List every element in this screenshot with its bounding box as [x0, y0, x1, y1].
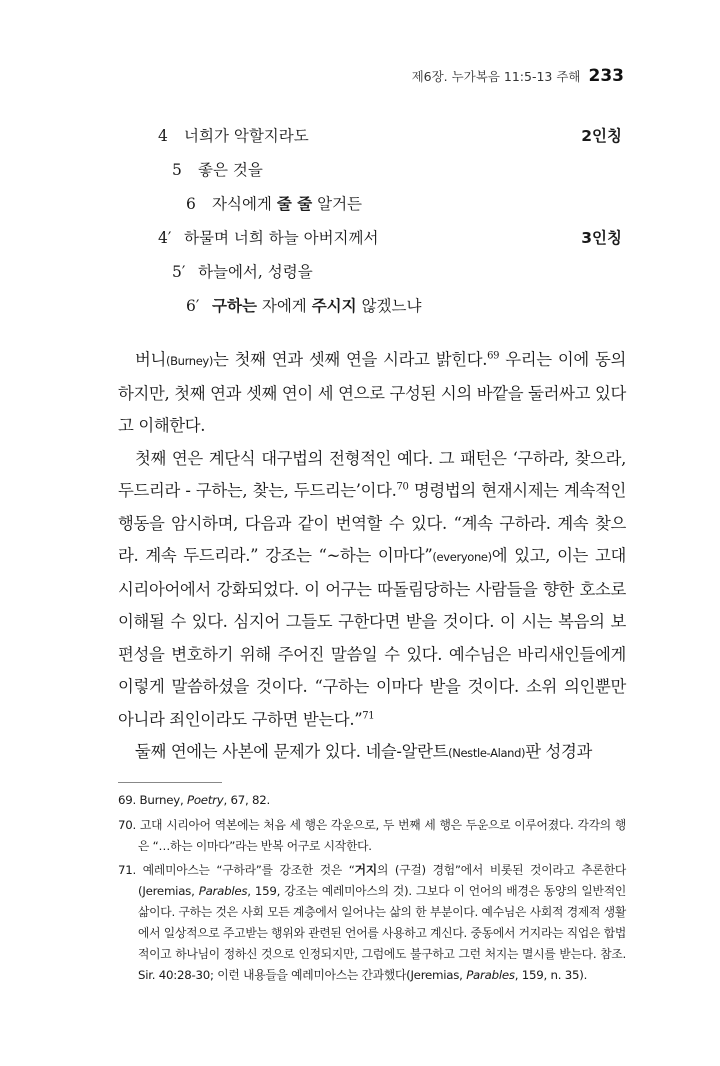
text-run: 에 있고, 이는 고대 시리아어에서 강화되었다. 이 어구는 따돌림당하는 사람들을 향한 호소로 이해될 수 있다. 심지어 그들도 구한다면 받을 것이다. 이 시는 복음의 보편성을 변호하기 위해 주어진 말씀일 수 있다. 예수님은 바리새인들에게 이렇게 말씀하셨을 것이다. “구하는 이마다 받을 것이다. 소위 의인뿐만 아니라 죄인이라도 구하면 받는다.”	[118, 546, 626, 729]
text-run: , 159, 강조는 예레미아스의 것). 그보다 이 언어의 배경은 동양의 일반적인 삶이다. 구하는 것은 사회 모든 계층에서 일어나는 삶의 한 부분이다. 예수님은 사회적 경제적 생활에서 일상적으로 주고받는 행위와 관련된 언어를 사용하고 계신다. 중동에서 거지라는 직업은 합법적이고 하나님이 정하신 것으로 인정되지만, 그럼에도 불구하고 그런 처지는 멸시를 받는다. 참조. Sir. 40:28-30; 이런 내용들을 예레미아스는 간과했다(Jeremias,	[138, 884, 626, 982]
paragraph-2	[118, 443, 626, 737]
poem-line-3	[186, 193, 362, 215]
text-run: 판 성경과	[525, 742, 592, 761]
person-label-third: 3인칭	[581, 229, 622, 247]
poem-line-text: 자에게	[256, 297, 312, 315]
text-run: 는 첫째 연과 셋째 연을 시라고 밝힌다.	[213, 350, 488, 369]
poem-line-text: 하물며 너희 하늘 아버지께서	[184, 229, 379, 247]
poem-line-number: 6	[186, 195, 196, 213]
poem-line-number: 5′	[172, 263, 186, 281]
poem-emphasis: 주시지	[311, 297, 357, 315]
text-run: 둘째 연에는 사본에 문제가 있다. 네슬-알란트	[135, 742, 449, 761]
text-run: , 159, n. 35).	[514, 968, 588, 982]
poem-line-2	[172, 159, 263, 181]
poem-line-number: 5	[172, 161, 182, 179]
person-label-second: 2인칭	[581, 127, 622, 145]
english-gloss: (Burney)	[165, 354, 214, 368]
book-title: Parables	[466, 968, 515, 982]
footnote-ref-71[interactable]: 71	[362, 710, 375, 722]
poem-line-text: 알거든	[312, 195, 363, 213]
footnote-divider	[118, 782, 222, 783]
english-gloss: (everyone)	[432, 550, 492, 564]
text-run: 버니	[135, 350, 166, 369]
emphasis: 거지	[354, 863, 377, 877]
paragraph-3	[118, 736, 626, 770]
poem-line-4	[158, 227, 378, 249]
text-run: 의 (구걸) 경험”에서 비롯된 것이라고 추론한다(Jeremias,	[138, 863, 626, 898]
running-header	[412, 66, 624, 86]
poem-line-text: 자식에게	[212, 195, 277, 213]
footnote-71	[118, 860, 626, 986]
running-title: 제6장. 누가복음 11:5-13 주해	[411, 69, 581, 84]
text-run: 명령법의 현재시제는 계속적인 행동을 암시하며, 다음과 같이 번역할 수 있다. “계속 구하라. 계속 찾으라. 계속 두드리라.” 강조는 “~하는 이마다”	[118, 481, 626, 565]
text-run: , 67, 82.	[223, 793, 271, 807]
poem-line-number: 4′	[158, 229, 172, 247]
footnotes	[118, 790, 626, 989]
book-title: Parables	[198, 884, 248, 898]
footnote-70	[118, 815, 626, 857]
poem-line-text: 너희가 악할지라도	[184, 127, 309, 145]
body-text	[118, 344, 626, 770]
poem-emphasis: 줄 줄	[276, 195, 313, 213]
poem-emphasis: 구하는	[212, 297, 257, 315]
poem-line-6	[186, 295, 421, 317]
english-gloss: (Nestle-Aland)	[448, 746, 526, 760]
poem-line-text: 하늘에서, 성령을	[198, 263, 313, 281]
poem-line-text: 좋은 것을	[198, 161, 263, 179]
text-run: 70. 고대 시리아어 역본에는 처음 세 행은 각운으로, 두 번째 세 행은 두운으로 이루어졌다. 각각의 행은 “…하는 이마다”라는 반복 어구로 시작한다.	[118, 818, 626, 853]
footnote-ref-69[interactable]: 69	[487, 350, 500, 362]
poem-line-number: 4	[158, 127, 168, 145]
paragraph-1	[118, 344, 626, 443]
poem-line-number: 6′	[186, 297, 200, 315]
poem-line-5	[172, 261, 313, 283]
footnote-ref-70[interactable]: 70	[396, 481, 409, 493]
poem-line-text: 않겠느냐	[356, 297, 422, 315]
page-number: 233	[588, 66, 624, 86]
book-title: Poetry	[186, 793, 224, 807]
footnote-69	[118, 790, 626, 811]
text-run: 첫째 연은 계단식 대구법의 전형적인 예다. 그 패턴은 ‘구하라, 찾으라, 두드리라 - 구하는, 찾는, 두드리는’이다.	[118, 448, 626, 500]
text-run: 69. Burney,	[118, 793, 187, 807]
text-run: 71. 예레미아스는 “구하라”를 강조한 것은 “	[118, 863, 355, 877]
text-run: 우리는 이에 동의하지만, 첫째 연과 셋째 연이 세 연으로 구성된 시의 바깥을 둘러싸고 있다고 이해한다.	[118, 350, 626, 435]
poem-line-1	[158, 125, 309, 147]
